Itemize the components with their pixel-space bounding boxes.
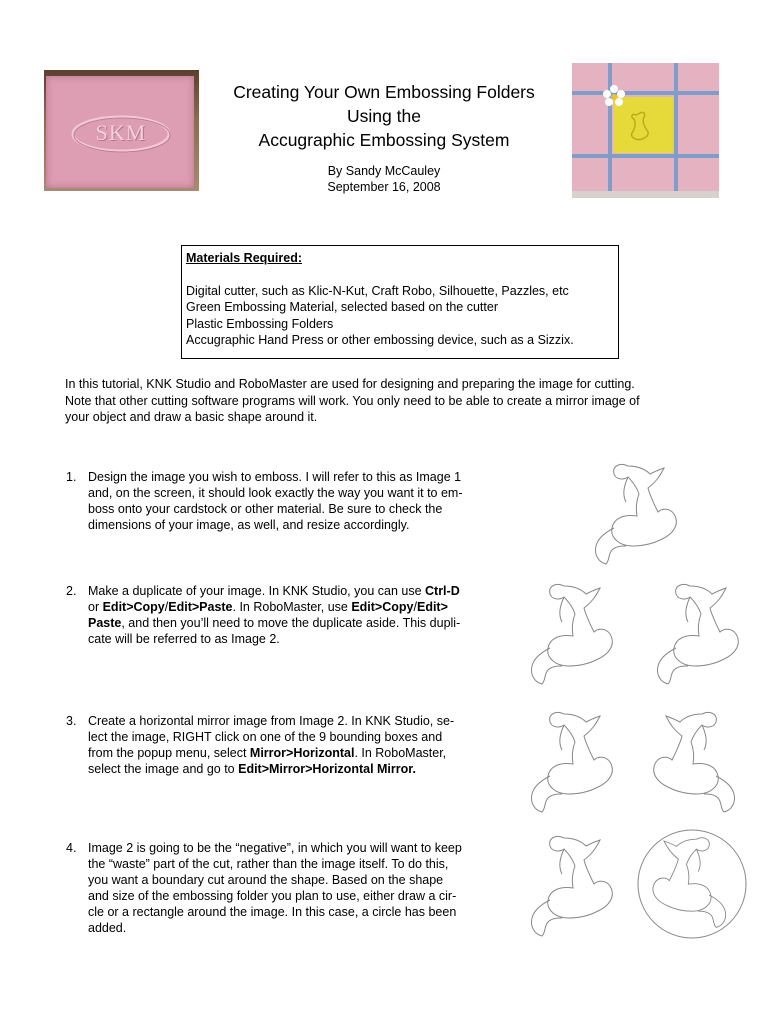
command-text: Ctrl-D (425, 584, 460, 598)
step-text-run: or (88, 600, 103, 614)
step-line (88, 599, 500, 615)
step-line (88, 583, 500, 599)
materials-box (181, 245, 619, 359)
step-text-run: select the image and go to (88, 762, 239, 776)
materials-heading: Materials Required: (186, 251, 303, 265)
step-line (88, 856, 500, 872)
stork-image-2 (646, 578, 746, 688)
step-2-text (88, 583, 500, 647)
materials-item: Digital cutter, such as Klic-N-Kut, Craft Robo, Silhouette, Pazzles, etc (186, 283, 569, 298)
command-text: Mirror>Horizontal (249, 746, 355, 760)
step-line (88, 713, 500, 729)
intro-line: your object and draw a basic shape around it. (65, 410, 318, 424)
intro-paragraph (65, 376, 745, 426)
step-text-run: Design the image you wish to emboss. I will refer to this as Image 1 (88, 470, 462, 484)
title-line-2: Using the (347, 106, 421, 126)
step-line (88, 761, 500, 777)
step-text-run: the “waste” part of the cut, rather than the image itself. To do this, (88, 857, 449, 871)
command-text: Edit>Mirror>Horizontal Mirror. (238, 762, 416, 776)
title-line-3: Accugraphic Embossing System (258, 130, 510, 150)
command-text: Edit>Copy (351, 600, 414, 614)
stork-image-1 (520, 830, 620, 940)
step-text-run: . In RoboMaster, (354, 746, 447, 760)
stork-image-2-with-circle (636, 828, 748, 940)
step-text-run: cate will be referred to as Image 2. (88, 632, 280, 646)
step-3-text (88, 713, 500, 777)
step-line (88, 840, 500, 856)
step-line (88, 517, 500, 533)
step-text-run: added. (88, 921, 127, 935)
command-text: Edit> (416, 600, 448, 614)
stork-image-2-mirrored (646, 706, 746, 816)
stork-image-1 (520, 706, 620, 816)
step-text-run: dimensions of your image, as well, and resize accordingly. (88, 518, 410, 532)
step-text-run: boss onto your cardstock or other material. Be sure to check the (88, 502, 443, 516)
step-text-run: lect the image, RIGHT click on one of the 9 bounding boxes and (88, 730, 443, 744)
step-text-run: cle or a rectangle around the image. In this case, a circle has been (88, 905, 457, 919)
step-4-text (88, 840, 500, 936)
materials-item: Accugraphic Hand Press or other embossing device, such as a Sizzix. (186, 333, 574, 347)
step-line (88, 469, 500, 485)
step-line (88, 872, 500, 888)
step-1-text (88, 469, 500, 533)
materials-item: Green Embossing Material, selected based on the cutter (186, 300, 498, 314)
author: By Sandy McCauley (327, 164, 441, 178)
step-text-run: and, on the screen, it should look exactly the way you want it to em- (88, 486, 463, 500)
step-text-run: you want a boundary cut around the shape. Based on the shape (88, 873, 444, 887)
step-text-run: from the popup menu, select (88, 746, 250, 760)
step-line (88, 920, 500, 936)
stork-image-1 (520, 578, 620, 688)
step-text-run: Make a duplicate of your image. In KNK Studio, you can use (88, 584, 425, 598)
step-line (88, 729, 500, 745)
stork-image-1 (584, 458, 684, 568)
command-text: Edit>Paste (168, 600, 233, 614)
emboss-text: SKM (95, 120, 147, 145)
step-number: 3. (66, 714, 77, 728)
materials-item: Plastic Embossing Folders (186, 316, 334, 331)
step-line (88, 745, 500, 761)
title-line-1: Creating Your Own Embossing Folders (233, 82, 535, 102)
command-text: Edit>Copy (102, 600, 165, 614)
command-text: Paste (88, 616, 122, 630)
step-line (88, 501, 500, 517)
step-text-run: and size of the embossing folder you plan to use, either draw a cir- (88, 889, 457, 903)
step-text-run: , and then you’ll need to move the duplicate aside. This dupli- (121, 616, 461, 630)
step-number: 1. (66, 470, 77, 484)
step-text-run: . In RoboMaster, use (232, 600, 352, 614)
step-number: 2. (66, 584, 77, 598)
step-line (88, 904, 500, 920)
step-text-run: Image 2 is going to be the “negative”, in which you will want to keep (88, 841, 462, 855)
intro-line: Note that other cutting software programs will work. You only need to be able to create a mirror image of (65, 393, 640, 408)
step-line (88, 615, 500, 631)
step-text-run: / (413, 600, 417, 614)
step-line (88, 631, 500, 647)
step-number: 4. (66, 841, 77, 855)
step-text-run: Create a horizontal mirror image from Image 2. In KNK Studio, se- (88, 714, 455, 728)
date: September 16, 2008 (327, 180, 441, 194)
intro-line: In this tutorial, KNK Studio and RoboMaster are used for designing and preparing the image for cutting. (65, 377, 635, 391)
step-line (88, 888, 500, 904)
step-text-run: / (164, 600, 169, 614)
step-line (88, 485, 500, 501)
